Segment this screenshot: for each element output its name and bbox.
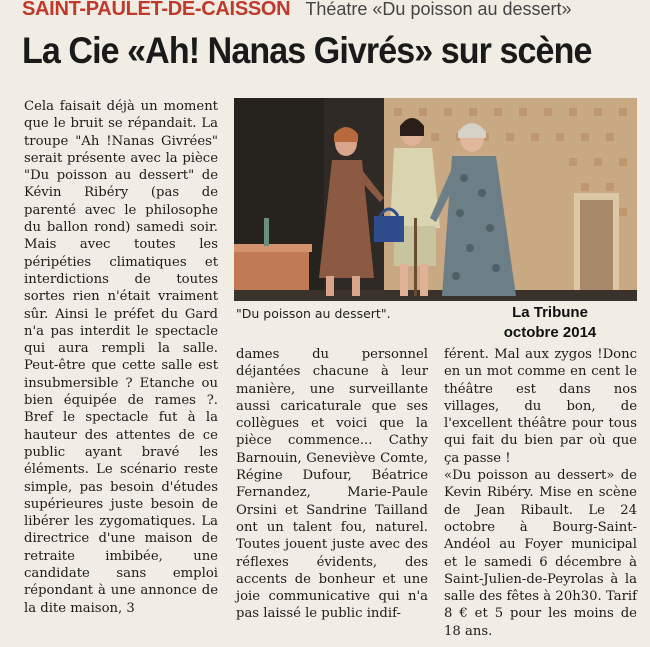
stage-photo bbox=[234, 98, 637, 301]
town-name: SAINT-PAULET-DE-CAISSON bbox=[22, 0, 291, 20]
article-paragraph: «Du poisson au dessert» de Kevin Ribéry. Mise en scène de Jean Ribault. Le 24 octobre à Bourg-Saint-Andéol au Foyer municipal et le samedi 6 décembre à Saint-Julien-de-Peyrolas à la salle des fêtes à 20h30. Tarif 8 € et 5 pour les moins de 18 ans. bbox=[444, 468, 637, 639]
article-paragraph: dames du personnel déjantées chacune à leur manière, une surveillante aussi caricaturale que ses collègues et voici que la pièce commence... Cathy Barnouin, Geneviève Comte, Régine Dufour, Béatrice Fernandez, Marie-Paule Orsini et Sandrine Tailland ont un talent fou, naturel. Toutes jouent juste avec des réflexes évidents, des accents de bonheur et une joie communicative qui n'a pas laissé le public indif- bbox=[236, 347, 428, 622]
stage-photo-illustration bbox=[234, 98, 637, 301]
kicker-line bbox=[22, 0, 572, 20]
source-date: octobre 2014 bbox=[503, 324, 597, 341]
article-column-2 bbox=[236, 346, 428, 623]
source-name: La Tribune bbox=[512, 304, 588, 321]
article-paragraph: Cela faisait déjà un moment que le bruit se répandait. La troupe "Ah !Nanas Givrées" serait présente avec la pièce "Du poisson au dessert" de Kévin Ribéry (pas de parenté avec le philosophe du ballon rond) samedi soir. Mais avec toutes les péripéties climatiques et interdictions de toutes sortes rien n'était vraiment sûr. Ainsi le préfet du Gard n'a pas interdit le spectacle qui aura rempli la salle. Peut-être que cette salle est insubmersible ? Etanche ou bien équipée de rames ?. Bref le spectacle fut à la hauteur des attentes de ce public ayant bravé les éléments. Le scénario reste simple, pas besoin d'études supérieures juste besoin de libérer les zygomatiques. La directrice d'une maison de retraite imbibée, une candidate sans emploi répondant à une annonce de la dite maison, 3 bbox=[24, 99, 218, 616]
article-column-1 bbox=[24, 98, 218, 617]
photo-caption: "Du poisson au dessert". bbox=[236, 306, 391, 321]
rubric-title: Théatre «Du poisson au dessert» bbox=[305, 0, 572, 19]
article-column-3 bbox=[444, 346, 637, 640]
article-paragraph: férent. Mal aux zygos !Donc en un mot comme en cent le théâtre est dans nos villages, du bon, de l'excellent théâtre pour tous qui fait du bien par où que ça passe ! bbox=[444, 347, 637, 466]
headline: La Cie «Ah! Nanas Givrés» sur scène bbox=[22, 30, 592, 71]
source-credit bbox=[470, 303, 630, 343]
